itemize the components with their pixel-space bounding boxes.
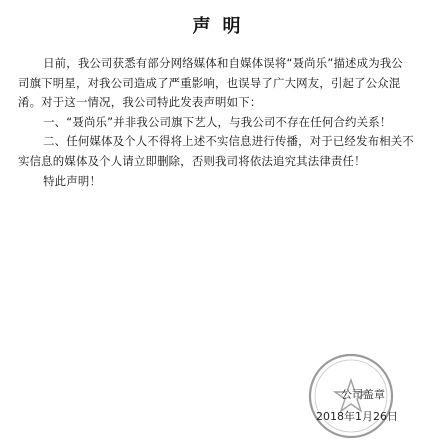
document-title: 声明 <box>192 16 253 37</box>
document-body <box>18 54 414 191</box>
paragraph-point-1: 一、“聂尚乐”并非我公司旗下艺人，与我公司不存在任何合约关系！ <box>43 114 392 129</box>
signature-company: 公司盖章 <box>341 388 385 401</box>
paragraph-point-2: 二、任何媒体及个人不得将上述不实信息进行传播，对于已经发布相关不实信息的媒体及个人请立即删除，否则我司将依法追究其法律责任！ <box>18 134 414 168</box>
signature-date: 2018年1月26日 <box>316 410 398 423</box>
paragraph-intro: 日前，我公司获悉有部分网络媒体和自媒体误将“聂尚乐”描述成为我公司旗下明星，对我公司造成了严重影响，也误导了广大网友，引起了公众混淆。对于这一情况，我公司特此发表声明如下： <box>18 56 404 110</box>
paragraph-closing: 特此声明！ <box>43 173 102 188</box>
